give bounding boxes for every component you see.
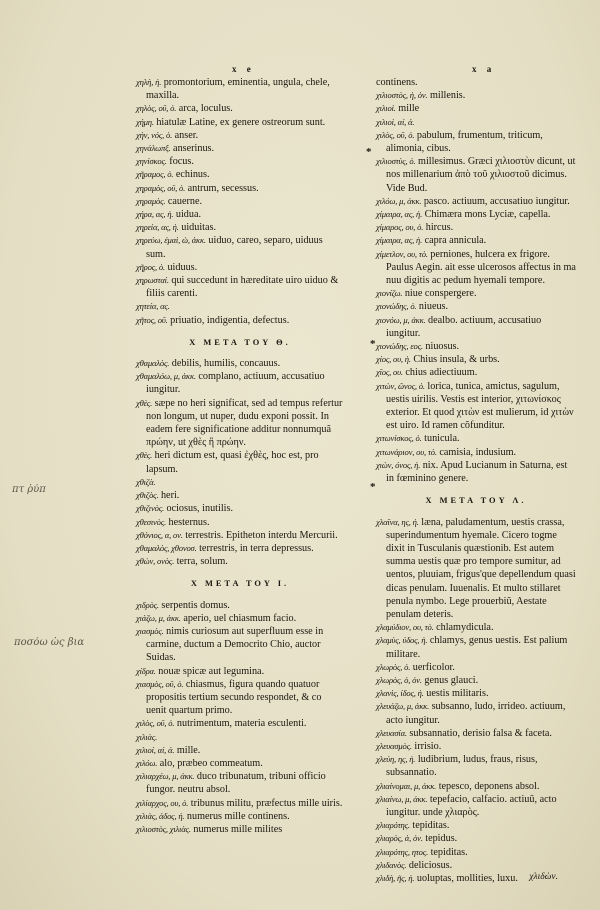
entry-definition: chius adiectiuum. — [405, 367, 478, 379]
entry-definition: capra annicula. — [424, 235, 487, 247]
entry-headword: χλευασμὸς. — [376, 740, 412, 751]
dictionary-entry — [136, 612, 344, 625]
dictionary-entry — [376, 380, 576, 433]
dictionary-entry — [136, 370, 344, 396]
dictionary-entry — [376, 314, 576, 340]
entry-headword: χηρεύω, ἐμαὶ, ὡ, ἀκκ. — [136, 235, 206, 246]
entry-headword: χιλιοὶ. — [376, 103, 396, 114]
entry-headword: χθὼν, ονὸς. — [136, 556, 175, 567]
entry-definition: ociosus, inutilis. — [166, 503, 233, 515]
entry-definition: nutrimentum, materia esculenti. — [176, 718, 307, 730]
entry-definition: ludibrium, ludus, fraus, risus, subsannatio. — [386, 754, 538, 779]
entry-headword: χιλὸς, οῦ, ὁ. — [376, 129, 415, 140]
dictionary-entry — [136, 195, 344, 208]
dictionary-entry — [376, 661, 576, 674]
dictionary-entry — [136, 208, 344, 221]
entry-definition: numerus mille milites — [193, 823, 283, 835]
entry-definition: tepefacio, calfacio. actiuũ, acto iungitur. unde χλιαρὸς. — [386, 793, 557, 818]
entry-definition: heri dictum est, quasi ἐχθὲς, hoc est, pro lapsum. — [146, 450, 319, 475]
dictionary-entry — [136, 731, 344, 744]
entry-definition: pabulum, frumentum, triticum, alimonia, cibus. — [386, 129, 543, 155]
entry-headword: χιτωνάριον, ου, τὸ. — [376, 446, 437, 457]
dictionary-entry — [376, 155, 576, 195]
entry-headword: χιλιαρχέω, μ, ἀκκ. — [136, 771, 195, 782]
dictionary-entry — [376, 102, 576, 115]
entry-headword: χιὼν, όνος, ἡ. — [376, 459, 421, 470]
dictionary-entry — [376, 859, 576, 872]
entry-definition: uiduitas. — [181, 222, 217, 234]
entry-definition: tribunus militu, præfectus mille uiris. — [190, 797, 343, 809]
entry-definition: complano, actiuum, accusatiuo iungitur. — [146, 371, 325, 396]
dictionary-entry — [136, 810, 344, 823]
entry-definition: debilis, humilis, concauus. — [171, 358, 281, 370]
dictionary-entry — [136, 300, 344, 313]
entry-definition: alo, præbeo commeatum. — [159, 757, 263, 769]
entry-definition: nimis curiosum aut superfluum esse in carmine, ductum a Democrito Chio, auctor Suidas. — [146, 625, 324, 664]
dictionary-entry — [136, 717, 344, 730]
dictionary-entry — [376, 248, 576, 288]
dictionary-entry — [136, 397, 344, 450]
dictionary-entry — [376, 300, 576, 313]
entry-definition: uidua. — [175, 209, 202, 221]
dictionary-entry — [376, 700, 576, 726]
entry-headword: χθεσινὸς. — [136, 516, 166, 527]
dictionary-entry — [136, 489, 344, 502]
entry-definition: millesimus. Græci χιλιοστὺν dicunt, ut nos millenarium ἀπὸ τοῦ χιλιοστοῦ dicimus. Vide Bud. — [386, 156, 576, 194]
entry-definition: tepiditas. — [412, 820, 450, 832]
asterisk-mark: * — [370, 338, 376, 350]
entry-definition: chlamydicula. — [436, 622, 494, 634]
entry-headword: χθαμαλόω, μ, ἀκκ. — [136, 371, 196, 382]
dictionary-entry — [136, 476, 344, 489]
entry-headword: χηνάλωπξ. — [136, 143, 171, 154]
entry-definition: tepesco, deponens absol. — [438, 780, 540, 792]
entry-headword: χιλὸς, οῦ, ὁ. — [136, 718, 175, 729]
dictionary-entry — [136, 182, 344, 195]
entry-headword: χίμαιρα, ας, ἡ. — [376, 209, 423, 220]
entry-headword: χῖος, ου. — [376, 367, 403, 378]
entry-headword: χιτὼν, ῶνος, ὁ. — [376, 380, 425, 391]
asterisk-mark: * — [370, 481, 376, 493]
entry-headword: χῆραμος, ὁ. — [136, 169, 174, 180]
entry-headword: χήμη. — [136, 116, 154, 127]
entry-definition: duco tribunatum, tribuni officio fungor. neutru absol. — [146, 771, 326, 796]
entry-headword: χιονώδης, ὁ. — [376, 301, 417, 312]
dictionary-entry — [376, 819, 576, 832]
entry-definition: læna, paludamentum, uestis crassa, superindumentum hyemale. Cicero togme dixit in Tusculanis quæstionib. Est autem summa uestis quæ pro tempore sumitur, ad uentos, pluuiam, frigus'que depellendum quasi dicas penulam. Iuuenalis. Et multo stillaret penula nymbo. Lege prouerbiũ, Aestate penulam deteris. — [386, 516, 576, 620]
entry-headword: χθιζὰ. — [136, 476, 156, 487]
entry-definition: chlamys, genus uestis. Est palium militare. — [386, 635, 568, 660]
dictionary-entry — [136, 116, 344, 129]
entry-headword: χηλὸς, οῦ, ὁ. — [136, 103, 177, 114]
entry-definition: niueus. — [418, 301, 449, 313]
entry-headword: χθόνιος, α, ον. — [136, 529, 183, 540]
dictionary-entry — [376, 459, 576, 485]
entry-headword: χθὲς. — [136, 450, 153, 461]
entry-definition: deliciosus. — [408, 859, 453, 871]
entry-headword: χητεία, ας. — [136, 301, 170, 312]
dictionary-entry — [376, 740, 576, 753]
dictionary-entry — [136, 314, 344, 327]
dictionary-entry — [136, 502, 344, 515]
dictionary-entry — [136, 744, 344, 757]
entry-headword: χιλιοί, αί, ά. — [136, 744, 175, 755]
entry-definition: terra, solum. — [176, 556, 228, 568]
entry-definition: chiasmus, figura quando quatuor propositis tertium secundo respondet, & co uenit quartum primo. — [146, 678, 322, 717]
entry-definition: cauerne. — [167, 195, 203, 207]
entry-definition: tepiditas. — [430, 846, 468, 858]
dictionary-entry — [376, 195, 576, 208]
dictionary-entry — [376, 353, 576, 366]
entry-headword: χλιαρότης, ητος. — [376, 846, 429, 857]
dictionary-entry — [376, 221, 576, 234]
entry-definition: hiatulæ Latine, ex genere ostreorum sunt. — [156, 116, 326, 128]
entry-definition: uestis militaris. — [426, 688, 489, 700]
dictionary-entry — [376, 89, 576, 102]
entry-headword: χιασμὸς, οῦ, ὁ. — [136, 678, 184, 689]
entry-headword: χιασμὸς. — [136, 625, 164, 636]
entry-headword: χιλίαρχος, ου, ὁ. — [136, 797, 189, 808]
entry-headword: χλιδανὸς. — [376, 859, 407, 870]
entry-headword: χλωρὸς, ὁ, ὀν. — [376, 674, 422, 685]
dictionary-entry — [376, 76, 576, 89]
entry-headword: χιλιὰς. — [136, 731, 158, 742]
dictionary-entry — [136, 665, 344, 678]
dictionary-entry — [136, 797, 344, 810]
dictionary-entry — [376, 208, 576, 221]
dictionary-entry — [136, 129, 344, 142]
dictionary-entry — [376, 727, 576, 740]
entry-definition: camisia, indusium. — [439, 446, 517, 458]
entry-headword: χιτωνίσκος, ὁ. — [376, 433, 422, 444]
entry-definition: aperio, uel chiasmum facio. — [183, 612, 297, 624]
entry-definition: heri. — [160, 490, 180, 502]
entry-headword: χθιζινὸς. — [136, 503, 164, 514]
dictionary-entry — [136, 142, 344, 155]
entry-headword: χηρεία, ας, ἡ. — [136, 222, 179, 233]
entry-headword: χλιαίνομαι, μ, ἀκκ. — [376, 780, 437, 791]
entry-headword: χλιαίνω, μ, ἀκκ. — [376, 793, 428, 804]
entry-definition: genus glauci. — [424, 674, 479, 686]
dictionary-entry — [136, 155, 344, 168]
entry-headword: χῆτος, οῦ. — [136, 314, 168, 325]
entry-definition: uoluptas, mollities, luxu. — [416, 872, 518, 884]
entry-definition: niue conspergere. — [404, 288, 477, 300]
entry-headword: χλιαρὸς, ἀ, ὀν. — [376, 833, 423, 844]
entry-definition: uiduo, careo, separo, uiduus sum. — [146, 235, 323, 260]
entry-headword: χηλὴ, ἡ. — [136, 77, 162, 87]
entry-definition: millenis. — [429, 90, 466, 102]
dictionary-entry — [136, 357, 344, 370]
dictionary-entry — [136, 823, 344, 836]
entry-headword: χιλιοστὸς, ἡ, ὀν. — [376, 90, 428, 101]
right-column — [376, 76, 576, 885]
entry-definition: perniones, hulcera ex frigore. Paulus Aegin. ait esse ulcerosos affectus in ma nuu digitis ac pedum hyemali tempore. — [386, 248, 576, 287]
entry-definition: nix. Apud Lucianum in Saturna, est in fœminino genere. — [386, 459, 568, 485]
entry-headword: χλανὶς, ίδος, ἡ. — [376, 688, 424, 699]
section-heading: X META TOY Λ. — [425, 496, 527, 506]
entry-definition: numerus mille continens. — [186, 810, 290, 822]
entry-definition: priuatio, indigentia, defectus. — [170, 314, 290, 326]
entry-headword: χιλόω. — [136, 757, 158, 768]
dictionary-entry — [136, 168, 344, 181]
dictionary-entry — [136, 678, 344, 718]
dictionary-entry — [376, 116, 576, 129]
entry-headword: χηνίσκος. — [136, 156, 167, 167]
dictionary-entry — [376, 780, 576, 793]
entry-headword: χίος, ου, ἡ. — [376, 354, 411, 365]
entry-definition: lorica, tunica, amictus, sagulum, uestis uirilis. Vestis est interior, χιτωνίσκος exterior. Et quod χιτὼν est mulierum, id χιτὼν est uiro. Id ramen cõfunditur. — [386, 380, 574, 432]
entry-headword: χιδρὸς. — [136, 599, 159, 610]
margin-annotation: πτ ῥύπ — [12, 484, 46, 495]
dictionary-entry — [376, 793, 576, 819]
entry-definition: tunicula. — [424, 433, 460, 445]
dictionary-entry — [136, 542, 344, 555]
dictionary-entry — [136, 516, 344, 529]
entry-definition: echinus. — [175, 169, 210, 181]
dictionary-entry — [376, 287, 576, 300]
dictionary-entry — [136, 102, 344, 115]
entry-definition: uerficolor. — [412, 661, 455, 673]
dictionary-entry — [376, 634, 576, 660]
dictionary-entry — [136, 625, 344, 665]
entry-headword: χθιζὸς. — [136, 490, 159, 501]
margin-annotation: ποσόω ὠς βια — [14, 637, 85, 648]
entry-headword: χλιαρότης. — [376, 820, 410, 831]
entry-headword: χὴν, νός, ὁ. — [136, 129, 173, 140]
entry-definition: antrum, secessus. — [187, 182, 259, 194]
running-head-left: x e — [232, 64, 255, 74]
entry-definition: subsanno, ludo, irrideo. actiuum, acto iungitur. — [386, 701, 566, 726]
dictionary-entry — [376, 621, 576, 634]
entry-headword: χηραμὸς, οῦ, ὁ. — [136, 182, 186, 193]
dictionary-entry — [136, 770, 344, 796]
catchword: χλιδὼν. — [529, 872, 558, 882]
dictionary-entry — [376, 366, 576, 379]
entry-headword: χλωρὸς, ὁ. — [376, 661, 411, 672]
entry-headword: χήρα, ας, ἡ. — [136, 209, 174, 220]
entry-headword: χλαμύδιον, ου, τὸ. — [376, 622, 434, 633]
entry-headword: χιλιοστὸς, χιλιὰς. — [136, 823, 191, 834]
entry-headword: χλαμὺς, ύδος, ἡ. — [376, 635, 428, 646]
dictionary-entry — [376, 234, 576, 247]
entry-headword: χηραμὸς. — [136, 195, 166, 206]
entry-headword: χθαμαλὸς. — [136, 358, 170, 369]
dictionary-entry — [136, 757, 344, 770]
entry-headword: χίδρα. — [136, 665, 156, 676]
entry-definition: terrestris, in terra depressus. — [199, 542, 314, 554]
dictionary-entry — [376, 846, 576, 859]
entry-headword: χίμαρος, ου, ὁ. — [376, 222, 424, 233]
dictionary-entry — [136, 449, 344, 475]
entry-definition: continens. — [376, 77, 418, 88]
dictionary-entry — [136, 599, 344, 612]
entry-headword: χθαμαλὸς, χθονοσ. — [136, 542, 197, 553]
entry-headword: χιονώδης, εος. — [376, 341, 423, 352]
entry-definition: focus. — [169, 156, 194, 168]
dictionary-entry — [136, 274, 344, 300]
entry-headword: χθὲς. — [136, 397, 153, 408]
dictionary-entry — [376, 674, 576, 687]
entry-headword: χίμαιρα, ας, ἡ. — [376, 235, 423, 246]
left-column — [136, 76, 344, 836]
entry-headword: χίμετλον, ου, τὸ. — [376, 248, 428, 259]
entry-headword: χλεύη, ης, ἡ. — [376, 754, 416, 765]
dictionary-entry — [136, 76, 344, 102]
section-heading: X META TOY I. — [190, 579, 290, 589]
entry-definition: hircus. — [425, 222, 454, 234]
entry-headword: χλιδὴ, ῆς, ἡ. — [376, 872, 415, 883]
entry-definition: promontorium, eminentia, ungula, chele, maxilla. — [146, 77, 330, 102]
asterisk-mark: * — [366, 146, 372, 158]
entry-definition: qui succedunt in hæreditate uiro uiduo & filiis carenti. — [146, 275, 339, 300]
dictionary-entry — [376, 432, 576, 445]
entry-definition: pasco. actiuum, accusatiuo iungitur. — [423, 195, 570, 207]
entry-definition: anser. — [174, 129, 199, 141]
entry-headword: χιλιοὶ, αί, ά. — [376, 116, 415, 127]
dictionary-entry — [376, 753, 576, 779]
entry-definition: mille — [398, 103, 420, 115]
section-heading: X META TOY Θ. — [189, 337, 291, 347]
entry-definition: mille. — [176, 744, 201, 756]
entry-headword: χῆρος, ὁ. — [136, 261, 165, 272]
entry-headword: χηρωσταί. — [136, 275, 169, 286]
entry-definition: niuosus. — [425, 341, 460, 353]
entry-headword: χλευασία. — [376, 727, 407, 738]
entry-definition: terrestris. Epitheton interdu Mercurii. — [185, 529, 338, 541]
entry-definition: subsannatio, derisio falsa & faceta. — [409, 727, 552, 739]
dictionary-entry — [376, 340, 576, 353]
dictionary-entry — [376, 687, 576, 700]
entry-definition: sæpe no heri significat, sed ad tempus refertur non longum, ut nuper, dudu exponi possit. In eadem fere significatione additur nonnumquã πρώην, ut χθὲς ἢ πρώην. — [146, 397, 343, 449]
dictionary-entry — [136, 221, 344, 234]
entry-headword: χλευάζω, μ, ἀκκ. — [376, 701, 430, 712]
dictionary-entry — [136, 529, 344, 542]
entry-definition: Chimæra mons Lyciæ, capella. — [424, 209, 551, 221]
entry-definition: tepidus. — [425, 833, 458, 845]
dictionary-entry — [136, 234, 344, 260]
dictionary-entry — [136, 555, 344, 568]
entry-definition: serpentis domus. — [161, 599, 230, 611]
entry-headword: χιλόω, μ, ἀκκ. — [376, 195, 422, 206]
entry-definition: irrisio. — [414, 740, 442, 752]
dictionary-entry — [376, 516, 576, 622]
entry-definition: hesternus. — [168, 516, 210, 528]
dictionary-entry — [136, 261, 344, 274]
running-head-right: x a — [472, 64, 496, 74]
dictionary-entry — [376, 446, 576, 459]
entry-headword: χιονίζω. — [376, 288, 403, 299]
entry-definition: anserinus. — [173, 143, 215, 155]
entry-definition: arca, loculus. — [178, 103, 233, 115]
entry-definition: dealbo. actiuum, accusatiuo iungitur. — [386, 314, 542, 339]
entry-headword: χιονόω, μ, ἀκκ. — [376, 314, 426, 325]
entry-headword: χιλιὰς, άδος, ἡ. — [136, 810, 185, 821]
dictionary-entry — [376, 832, 576, 845]
entry-headword: χιάζω, μ, ἀκκ. — [136, 612, 181, 623]
entry-definition: uiduus. — [167, 261, 198, 273]
dictionary-entry — [376, 129, 576, 155]
entry-definition: Chius insula, & urbs. — [413, 354, 500, 366]
entry-headword: χλαῖνα, ης, ἡ. — [376, 516, 419, 527]
entry-definition: nouæ spicæ aut legumina. — [158, 665, 265, 677]
entry-headword: χιλιοστὺς, ὁ. — [376, 156, 416, 167]
